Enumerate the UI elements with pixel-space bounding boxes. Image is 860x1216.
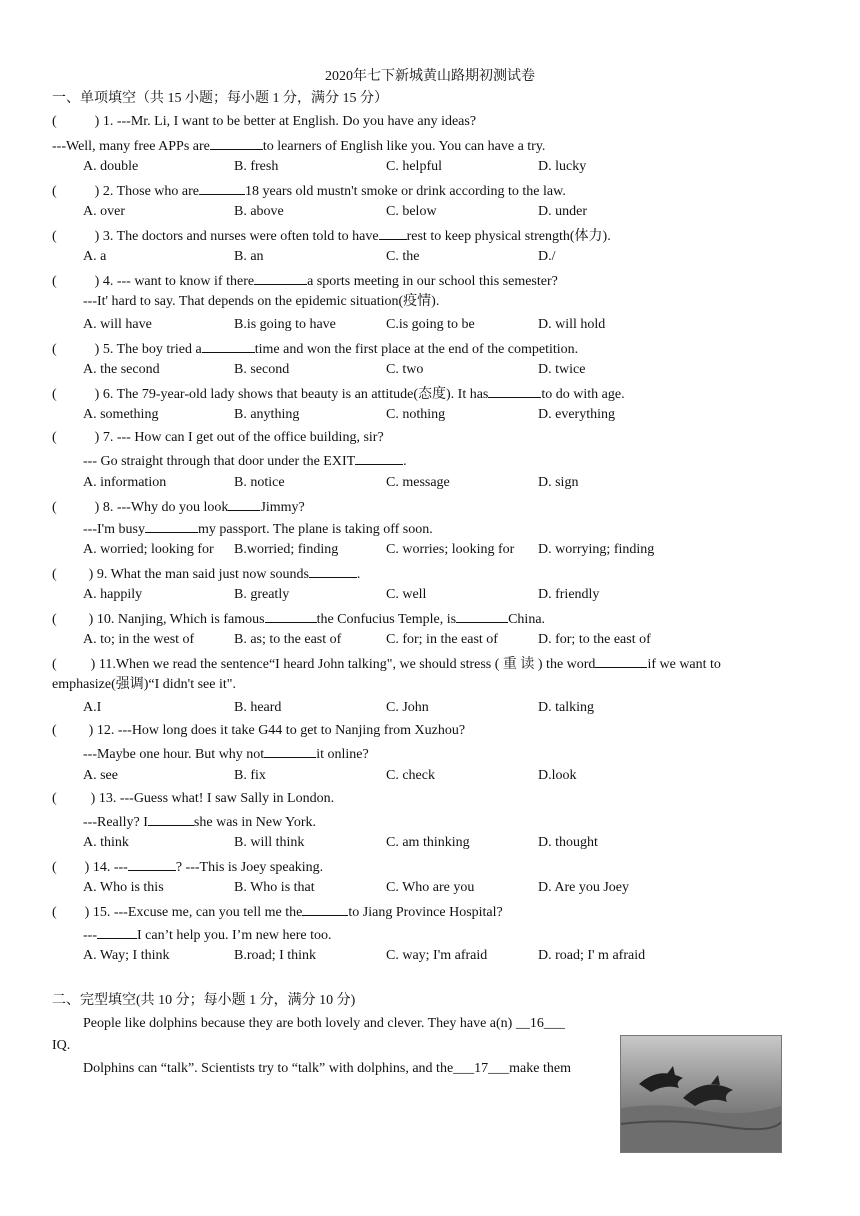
section-heading-1: 一、单项填空（共 15 小题；每小题 1 分，满分 15 分） <box>52 91 388 106</box>
passage-paragraph-2: Dolphins can “talk”. Scientists try to “talk” with dolphins, and the___17___make them <box>83 1061 571 1076</box>
question-10: ( ) 10. Nanjing, Which is famous the Confucius Temple, is China. <box>52 609 545 629</box>
page-title: 2020年七下新城黄山路期初测试卷 <box>325 69 535 84</box>
question-3: ( ) 3. The doctors and nurses were often told to have rest to keep physical strength(体力). <box>52 226 611 246</box>
answer-blank <box>97 925 137 939</box>
passage-paragraph-1-cont: IQ. <box>52 1038 71 1053</box>
question-11-line2: emphasize(强调)“I didn't see it". <box>52 677 236 692</box>
answer-blank <box>309 564 357 578</box>
answer-blank <box>264 744 316 758</box>
question-12: ( ) 12. ---How long does it take G44 to get to Nanjing from Xuzhou? <box>52 723 466 738</box>
question-15-line2: --- I can’t help you. I’m new here too. <box>83 925 332 945</box>
answer-blank <box>355 451 403 465</box>
answer-blank <box>254 271 307 285</box>
question-9: ( ) 9. What the man said just now sounds . <box>52 564 360 584</box>
answer-blank <box>148 812 194 826</box>
question-1-line2: ---Well, many free APPs are to learners of English like you. You can have a try. <box>52 136 545 156</box>
answer-blank <box>128 857 176 871</box>
question-15: ( ) 15. ---Excuse me, can you tell me the to Jiang Province Hospital? <box>52 902 503 922</box>
question-14: ( ) 14. --- ? ---This is Joey speaking. <box>52 857 323 877</box>
question-13-line2: ---Really? I she was in New York. <box>83 812 316 832</box>
question-4: ( ) 4. --- want to know if there a sports meeting in our school this semester? <box>52 271 558 291</box>
answer-blank <box>228 497 260 511</box>
question-11: ( ) 11.When we read the sentence“I heard John talking", we should stress ( 重 读 ) the word if we want to <box>52 654 721 674</box>
section-heading-2: 二、完型填空(共 10 分；每小题 1 分，满分 10 分) <box>52 993 356 1008</box>
passage-paragraph-1: People like dolphins because they are both lovely and clever. They have a(n) __16___ <box>83 1016 565 1031</box>
answer-blank <box>488 384 541 398</box>
question-13: ( ) 13. ---Guess what! I saw Sally in London. <box>52 791 335 806</box>
question-6: ( ) 6. The 79-year-old lady shows that beauty is an attitude(态度). It has to do with age. <box>52 384 625 404</box>
question-7: ( ) 7. --- How can I get out of the office building, sir? <box>52 430 384 445</box>
question-1: ( ) 1. ---Mr. Li, I want to be better at English. Do you have any ideas? <box>52 114 477 129</box>
answer-blank <box>199 181 245 195</box>
question-4-line2: ---It' hard to say. That depends on the epidemic situation(疫情). <box>83 294 440 309</box>
question-8-line2: ---I'm busy my passport. The plane is taking off soon. <box>83 519 433 539</box>
dolphins-photo <box>620 1035 782 1153</box>
question-7-line2: --- Go straight through that door under the EXIT . <box>83 451 407 471</box>
question-12-line2: ---Maybe one hour. But why not it online? <box>83 744 369 764</box>
answer-blank <box>379 226 407 240</box>
answer-blank <box>210 136 263 150</box>
question-8: ( ) 8. ---Why do you look Jimmy? <box>52 497 305 517</box>
answer-blank <box>265 609 317 623</box>
answer-blank <box>456 609 508 623</box>
answer-blank <box>302 902 348 916</box>
answer-blank <box>145 519 198 533</box>
answer-blank <box>595 654 647 668</box>
question-5: ( ) 5. The boy tried a time and won the first place at the end of the competition. <box>52 339 578 359</box>
answer-blank <box>202 339 255 353</box>
question-2: ( ) 2. Those who are 18 years old mustn't smoke or drink according to the law. <box>52 181 566 201</box>
